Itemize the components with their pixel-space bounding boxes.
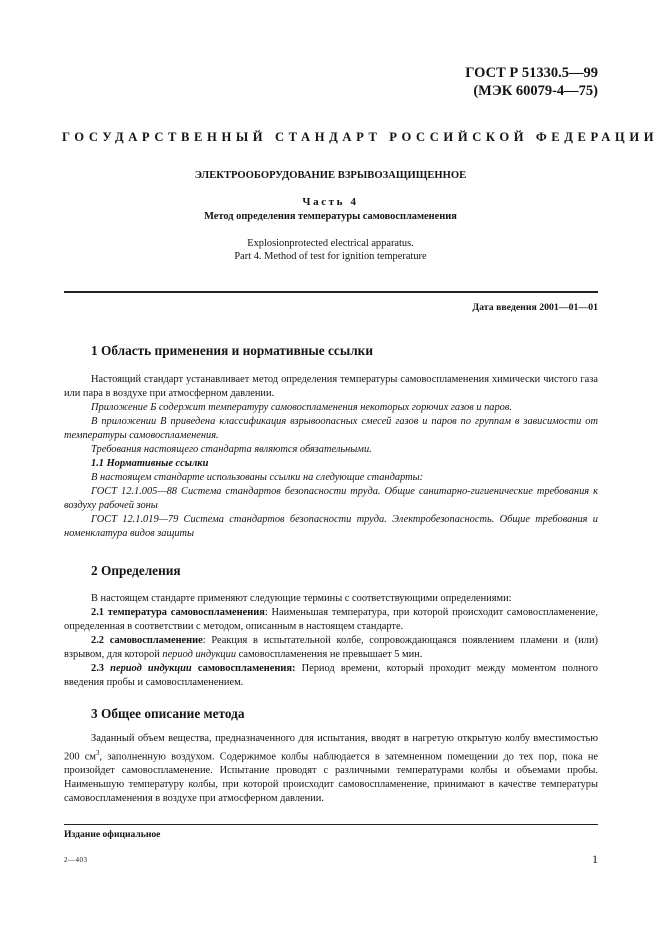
- term: 2.1 температура самовоспламенения: [91, 607, 265, 618]
- definition-text: Период времени, который проходит между моментом полного введения пробы и самовоспламенением.: [64, 663, 598, 688]
- section-3-heading: 3 Общее описание метода: [91, 706, 245, 721]
- part-label: Часть 4: [302, 196, 359, 208]
- section-1-body: [64, 373, 598, 541]
- definition-1: [64, 606, 598, 634]
- paragraph-text: Заданный объем вещества, предназначенного для испытания, вводят в нагретую открытую колбу вместимостью 200 см: [64, 733, 598, 763]
- introduction-date: Дата введения 2001—01—01: [472, 302, 598, 313]
- reference-item: ГОСТ 12.1.005—88 Система стандартов безопасности труда. Общие санитарно-гигиенические требования к воздуху рабочей зоны: [64, 486, 598, 511]
- definition-3: [64, 662, 598, 690]
- paragraph: В настоящем стандарте применяют следующие термины с соответствующими определениями:: [91, 593, 512, 604]
- term-reference: период индукции: [162, 649, 237, 660]
- superscript: 3: [96, 749, 100, 757]
- print-code: 2—403: [64, 856, 88, 864]
- paragraph-text: , заполненную воздухом. Содержимое колбы наблюдается в затемненном помещении до тех пор, пока не произойдет самовоспламенение. Испытание проводят с различными температурами колбы и объемами пробы. Наименьшую температуру колбы, при которой происходит самовоспламенение, принимают в качестве температуры самовоспламенения в воздухе при атмосферном давлении.: [64, 751, 599, 805]
- definition-text: самовоспламенения не превышает 5 мин.: [236, 649, 423, 660]
- definition-text: : Наименьшая температура, при которой происходит самовоспламенение, определенная в соответствии с методом, описанным в настоящем стандарте.: [64, 607, 598, 632]
- paragraph: В приложении В приведена классификация взрывоопасных смесей газов и паров по группам в зависимости от температуры самовоспламенения.: [64, 416, 598, 441]
- paragraph: Приложение Б содержит температуру самовоспламенения некоторых горючих газов и паров.: [91, 402, 512, 413]
- paragraph: [64, 732, 598, 806]
- state-standard-heading: ГОСУДАРСТВЕННЫЙ СТАНДАРТ РОССИЙСКОЙ ФЕДЕРАЦИИ: [62, 130, 659, 144]
- paragraph: Настоящий стандарт устанавливает метод определения температуры самовоспламенения химически чистого газа или пара в воздухе при атмосферном давлении.: [64, 374, 598, 399]
- english-title-line-1: Explosionprotected electrical apparatus.: [247, 238, 414, 249]
- english-title: [0, 237, 661, 263]
- reference-item: ГОСТ 12.1.019—79 Система стандартов безопасности труда. Электробезопасность. Общие требования и номенклатура видов защиты: [64, 514, 598, 539]
- definition-2: [64, 634, 598, 662]
- iec-number: (МЭК 60079-4—75): [473, 83, 598, 99]
- footer-divider: [64, 824, 598, 825]
- english-title-line-2: Part 4. Method of test for ignition temperature: [234, 251, 427, 262]
- subsection-heading: 1.1 Нормативные ссылки: [91, 458, 209, 469]
- section-1-heading: 1 Область применения и нормативные ссылки: [91, 343, 373, 358]
- document-designation: [465, 64, 598, 100]
- term: 2.2 самовоспламенение: [91, 635, 203, 646]
- header-divider: [64, 291, 598, 293]
- term: самовоспламенения:: [191, 663, 296, 674]
- document-title: ЭЛЕКТРООБОРУДОВАНИЕ ВЗРЫВОЗАЩИЩЕННОЕ: [194, 170, 467, 181]
- term-number: 2.3: [91, 663, 111, 674]
- paragraph: Требования настоящего стандарта являются обязательными.: [91, 444, 372, 455]
- term-italic: период индукции: [110, 663, 192, 674]
- section-3-body: [64, 732, 598, 806]
- edition-label: Издание официальное: [64, 829, 161, 840]
- gost-number: ГОСТ Р 51330.5—99: [465, 65, 598, 81]
- paragraph: В настоящем стандарте использованы ссылки на следующие стандарты:: [91, 472, 424, 483]
- section-2-body: [64, 592, 598, 690]
- definition-text: : Реакция в испытательной колбе, сопровождающаяся появлением пламени и (или) взрывом, для которой: [64, 635, 598, 660]
- page-number: 1: [592, 852, 598, 866]
- section-2-heading: 2 Определения: [91, 563, 181, 578]
- document-subtitle: Метод определения температуры самовоспламенения: [204, 211, 457, 222]
